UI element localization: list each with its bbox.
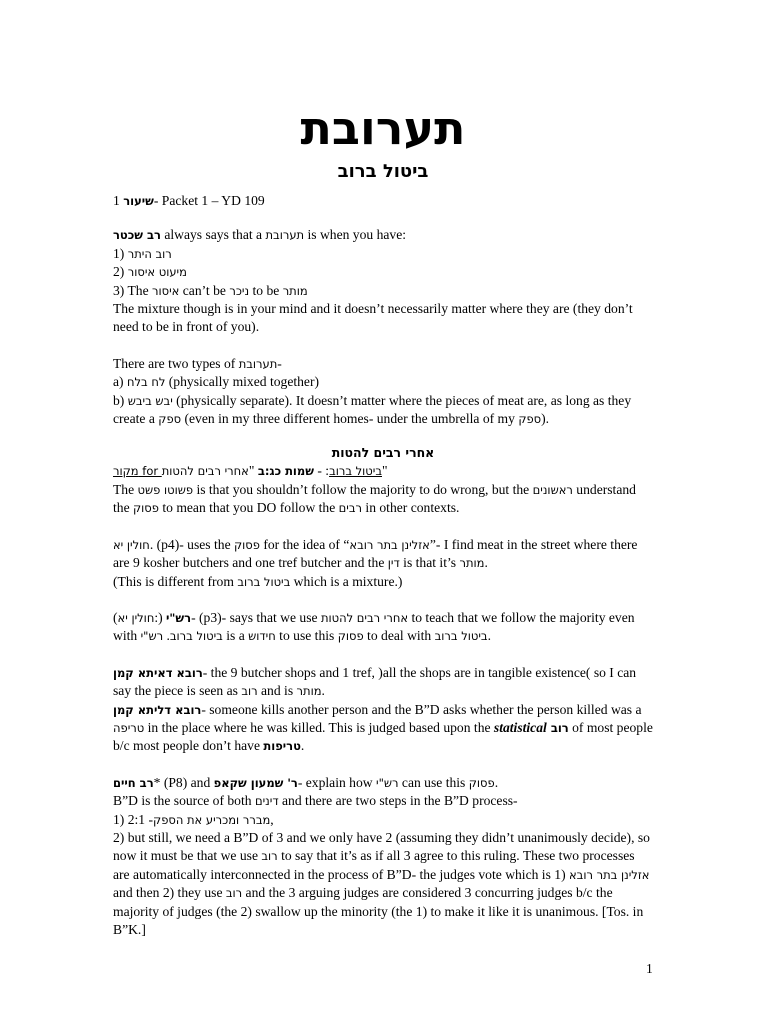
chulin-text: ”- I find meat in the street where there are 9 kosher butchers and one tref butcher and the <box>113 536 638 571</box>
step-1 <box>113 811 653 829</box>
types-text: There are two types of <box>113 355 239 371</box>
chulin-ref: חולין יא <box>113 537 150 552</box>
bd-text: B”D is the source of both <box>113 793 255 809</box>
leisa-text: in the place where he was killed. This is judged based upon the <box>144 719 494 735</box>
rashi-he: ביטול ברוב <box>434 629 488 644</box>
list-item-1 <box>113 245 653 263</box>
leisa-text: - someone kills another person and the B”D asks whether the person killed was a <box>201 701 642 717</box>
makor-quote: אחרי רבים להטות <box>161 464 249 479</box>
type-he: ספק <box>158 412 182 427</box>
list-text: to be <box>249 282 283 298</box>
type-text: (physically separate). It doesn’t matter where the pieces of meat are, as long as they create a <box>113 392 632 427</box>
type-text: ). <box>541 411 550 427</box>
pshat-paragraph <box>113 481 653 518</box>
list-he: רוב היתר <box>127 246 172 261</box>
kavua-text: . <box>321 683 325 699</box>
rashi-text: is a <box>222 628 249 644</box>
leisa-term: רובא דליתא קמן <box>113 702 202 717</box>
chaim-he: פסוק <box>468 775 495 790</box>
chulin-he: פסוק <box>234 537 260 552</box>
rashi-text: to deal with <box>363 628 435 644</box>
pshat-text: understand the <box>113 481 636 516</box>
list-he: מותר <box>282 283 308 298</box>
kavua-term: רובא דאיתא קמן <box>113 665 203 680</box>
type-label: b) <box>113 392 128 408</box>
type-text: (even in my three different homes- under the umbrella of my <box>181 411 519 427</box>
packet-number: 1 <box>113 193 124 208</box>
type-he: יבש ביבש <box>127 393 173 408</box>
document-title: תערובת <box>300 101 466 155</box>
chaim-text: can use this <box>398 774 469 790</box>
step-he: אזלינן בתר רובא <box>569 867 650 882</box>
pshat-text: is that you shouldn’t follow the majority to do wrong, but the <box>193 481 533 497</box>
leisa-he: טריפה <box>113 720 145 735</box>
rashi-paragraph <box>113 609 653 646</box>
diff-he: ביטול ברוב <box>237 574 291 589</box>
diff-text: which is a mixture.) <box>290 573 403 589</box>
rashi-text: to teach that we follow the majority even with <box>113 609 635 644</box>
types-he: תערובת <box>238 356 278 371</box>
step-he: מברר ומכריע את הספק <box>153 812 271 827</box>
type-label: a) <box>113 374 127 390</box>
section-heading: אחרי רבים להטות <box>331 445 435 461</box>
list-he: מיעוט איסור <box>127 265 187 280</box>
pshat-he: ראשונים <box>532 482 573 497</box>
rashi-paren: :) <box>154 609 167 625</box>
leisa-text: of most people b/c most people don’t have <box>113 719 653 754</box>
makor-he: מקור for <box>113 464 162 479</box>
list-text: 3) The <box>113 282 153 298</box>
pshat-text: to mean that you DO follow the <box>158 500 339 516</box>
chulin-text: . (p4)- uses the <box>149 536 234 552</box>
type-b <box>113 392 653 429</box>
statistical-emphasis: statistical <box>493 719 547 735</box>
rav-chaim: רב חיים <box>113 775 154 790</box>
bd-text: and there are two steps in the B”D process- <box>278 793 518 809</box>
page-number: 1 <box>646 961 653 976</box>
pshat-text: in other contexts. <box>362 500 460 516</box>
rashi-he: אחרי רבים להטות <box>320 610 409 625</box>
rashi-paren: ( <box>113 609 118 625</box>
step-text: 1) 2:1 - <box>113 811 154 827</box>
makor-line <box>113 462 653 480</box>
rashi-he: ביטול ברוב <box>169 629 223 644</box>
chaim-text: * (P8) and <box>153 774 214 790</box>
packet-label: - Packet 1 – YD 109 <box>153 193 265 208</box>
list-item-3 <box>113 282 653 300</box>
type-he: ספק <box>518 412 542 427</box>
list-text: can’t be <box>179 282 230 298</box>
list-num: 2) <box>113 264 128 280</box>
bd-line <box>113 792 653 810</box>
diff-text: (This is different from <box>113 573 238 589</box>
kavua-he: מותר <box>296 684 322 699</box>
rashi-text: - (p3)- says that we use <box>191 609 321 625</box>
type-a <box>113 373 653 391</box>
packet-line <box>113 192 653 210</box>
leisa-he: רוב <box>546 720 569 735</box>
chulin-he: מותר <box>459 556 485 571</box>
intro-line <box>113 226 653 244</box>
chaim-line <box>113 774 653 792</box>
type-he: לח בלח <box>126 375 166 390</box>
kavua-he: רוב <box>241 684 258 699</box>
rashi-text: . <box>487 628 491 644</box>
list-item-2 <box>113 263 653 281</box>
rashi-text: . <box>163 628 170 644</box>
rashi-he: חידוש <box>248 629 276 644</box>
leisa-text: . <box>300 738 305 754</box>
step-2 <box>113 829 653 939</box>
makor-colon: : <box>321 463 330 479</box>
step-text: to say that it’s as if all 3 agree to this ruling. These two processes are automatically interconnected in the process of B”D- the judges vote which is 1) <box>113 848 635 882</box>
rashi-text: to use this <box>275 628 338 644</box>
step-he: רוב <box>261 849 278 864</box>
rashi-name: רש"י <box>166 610 192 625</box>
kavua-text: - the 9 butcher shops and 1 tref, )all the shops are in tangible existence( so I can say the piece is seen as <box>113 664 637 699</box>
step-text: and the 3 arguing judges are considered 3 concurring judges b/c the majority of judges (the 2) swallow up the minority (the 1) to make it like it is unanimous. [Tos. in B”K.] <box>113 885 644 937</box>
mixture-note: The mixture though is in your mind and it doesn’t necessarily matter where they are (they don’t need to be in front of you). <box>113 301 633 335</box>
types-dash: - <box>277 355 282 371</box>
rav-shimon: ר' שמעון שקאפ <box>213 775 298 790</box>
chulin-text: is that it’s <box>399 555 460 571</box>
packet-shiur: שיעור <box>123 194 154 208</box>
chulin-text: for the idea of “ <box>259 536 350 552</box>
step-text: , <box>270 811 274 827</box>
chaim-text: - explain how <box>297 774 376 790</box>
leisa-he: טריפות <box>263 739 301 754</box>
makor-quote-mark: " <box>382 463 388 479</box>
chulin-text: . <box>484 555 488 571</box>
rashi-he: רש"י <box>140 629 164 644</box>
list-num: 1) <box>113 245 128 261</box>
chulin-he: דין <box>387 556 400 571</box>
chulin-paragraph <box>113 536 653 573</box>
bd-he: דינים <box>254 794 279 809</box>
list-he: איסור <box>152 283 180 298</box>
makor-quote-mark: " <box>248 463 258 479</box>
pshat-he: פשוטו פשט <box>137 482 194 497</box>
type-text: (physically mixed together) <box>165 374 320 390</box>
list-he: ניכר <box>229 283 250 298</box>
makor-he: ביטול ברוב <box>329 464 382 479</box>
pshat-text: The <box>113 481 138 497</box>
rav-schachter: רב שכטר <box>113 228 161 243</box>
chulin-he: אזלינן בתר רובא <box>349 537 430 552</box>
makor-dash: - <box>313 463 322 479</box>
types-intro <box>113 355 653 373</box>
kavua-text: and is <box>257 683 297 699</box>
pshat-he: רבים <box>338 501 363 516</box>
rashi-ref: חולין יא <box>117 610 155 625</box>
chaim-he: רש"י <box>376 775 399 790</box>
pshat-he: פסוק <box>133 501 159 516</box>
intro-text-2: is when you have: <box>304 227 407 243</box>
document-subtitle: ביטול ברוב <box>337 161 429 182</box>
document-page <box>113 100 653 939</box>
chaim-text: . <box>494 774 499 790</box>
taaruvos-term: תערובת <box>265 228 305 243</box>
rashi-he: פסוק <box>337 629 364 644</box>
difference-note <box>113 573 653 591</box>
makor-shemos: שמות כג:ב <box>257 464 314 479</box>
step-text: and then 2) they use <box>113 885 226 901</box>
intro-text-1: always says that a <box>160 227 266 243</box>
leisa-paragraph <box>113 701 653 756</box>
step-he: רוב <box>225 886 243 901</box>
kavua-paragraph <box>113 664 653 701</box>
step-text: 2) but still, we need a B”D of 3 and we only have 2 (assuming they didn’t unanimously decide), so now it must be that we use <box>113 829 650 864</box>
